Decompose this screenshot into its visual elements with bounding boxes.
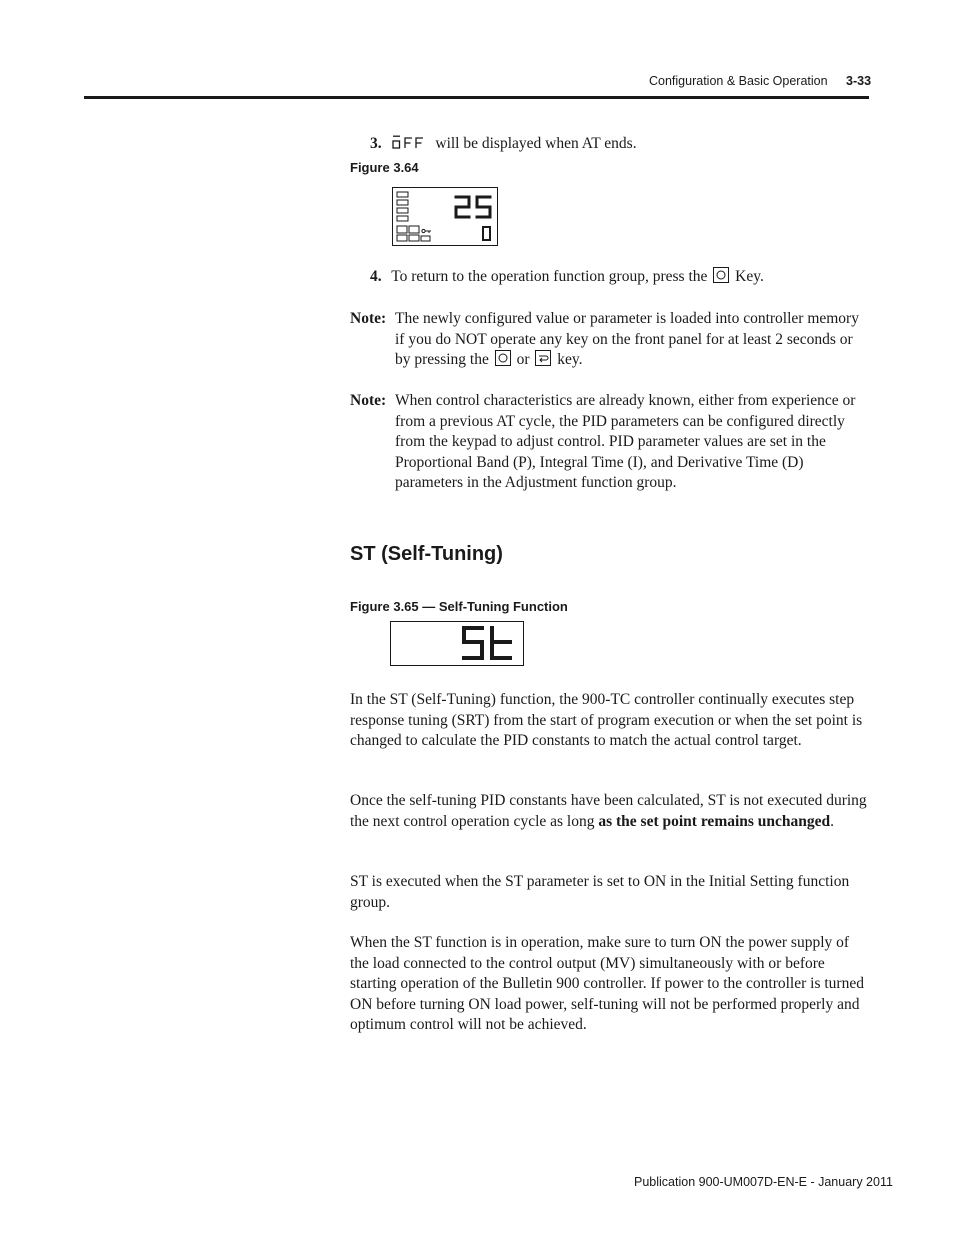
paragraph-2-emphasis: as the set point remains unchanged: [598, 812, 831, 830]
paragraph-4: When the ST function is in operation, make sure to turn ON the power supply of the load connected to the control output (MV) simultaneously with or before starting operation of the Bulletin 900 controller. If power to the controller is turned ON before turning ON load power, self-tuning will not be performed properly and optimum control will not be achieved.: [350, 934, 864, 1033]
step-3-number: 3.: [370, 135, 382, 152]
step-3: [370, 134, 637, 156]
figure-3-64-caption: Figure 3.64: [350, 160, 419, 175]
lcd-indicators: [393, 188, 497, 245]
step-3-text: will be displayed when AT ends.: [435, 135, 637, 152]
note-1: [350, 309, 870, 371]
paragraph-1: In the ST (Self-Tuning) function, the 900-TC controller continually executes step response tuning (SRT) from the start of program execution or when the set point is changed to calculate the PID constants to match the actual control target.: [350, 691, 863, 749]
paragraph-2-end: .: [830, 812, 835, 830]
off-display-glyph: [392, 135, 424, 156]
figure-3-64-lcd: [392, 187, 498, 246]
paragraph-2-text: Once the self-tuning PID constants have been calculated, ST is not executed during the next control operation cycle as long: [350, 792, 867, 830]
note-1-label: Note:: [350, 310, 387, 327]
figure-3-65-caption: Figure 3.65 — Self-Tuning Function: [350, 599, 568, 614]
note-2: [350, 391, 870, 494]
note-2-label: Note:: [350, 392, 387, 409]
mode-key-icon: [495, 350, 511, 366]
st-display-glyph: [391, 622, 523, 665]
step-4-text-after: Key.: [735, 268, 764, 285]
paragraph-2: [350, 791, 870, 832]
level-key-icon: [535, 350, 551, 366]
note-1-text-or: or: [516, 351, 530, 368]
figure-3-65-lcd: [390, 621, 524, 666]
step-4-number: 4.: [370, 268, 382, 285]
note-1-text-after: key.: [557, 351, 583, 368]
footer-publication: Publication 900-UM007D-EN-E - January 2011: [634, 1175, 893, 1189]
running-header: Configuration & Basic Operation: [649, 74, 828, 88]
note-1-text-before: The newly configured value or parameter is loaded into controller memory if you do NOT operate any key on the front panel for at least 2 seconds or by pressing the: [395, 310, 859, 368]
page-number: 3-33: [846, 74, 872, 88]
section-heading: ST (Self-Tuning): [350, 543, 503, 565]
step-4-text-before: To return to the operation function group, press the: [391, 268, 708, 285]
mode-key-icon: [713, 267, 729, 283]
step-4: [370, 267, 764, 288]
paragraph-3: ST is executed when the ST parameter is set to ON in the Initial Setting function group.: [350, 873, 850, 911]
header-rule: [84, 96, 869, 99]
note-2-text: When control characteristics are already known, either from experience or from a previous AT cycle, the PID parameters can be configured directly from the keypad to adjust control. PID parameter values are set in the Proportional Band (P), Integral Time (I), and Derivative Time (D) parameters in the Adjustment function group.: [395, 392, 856, 491]
